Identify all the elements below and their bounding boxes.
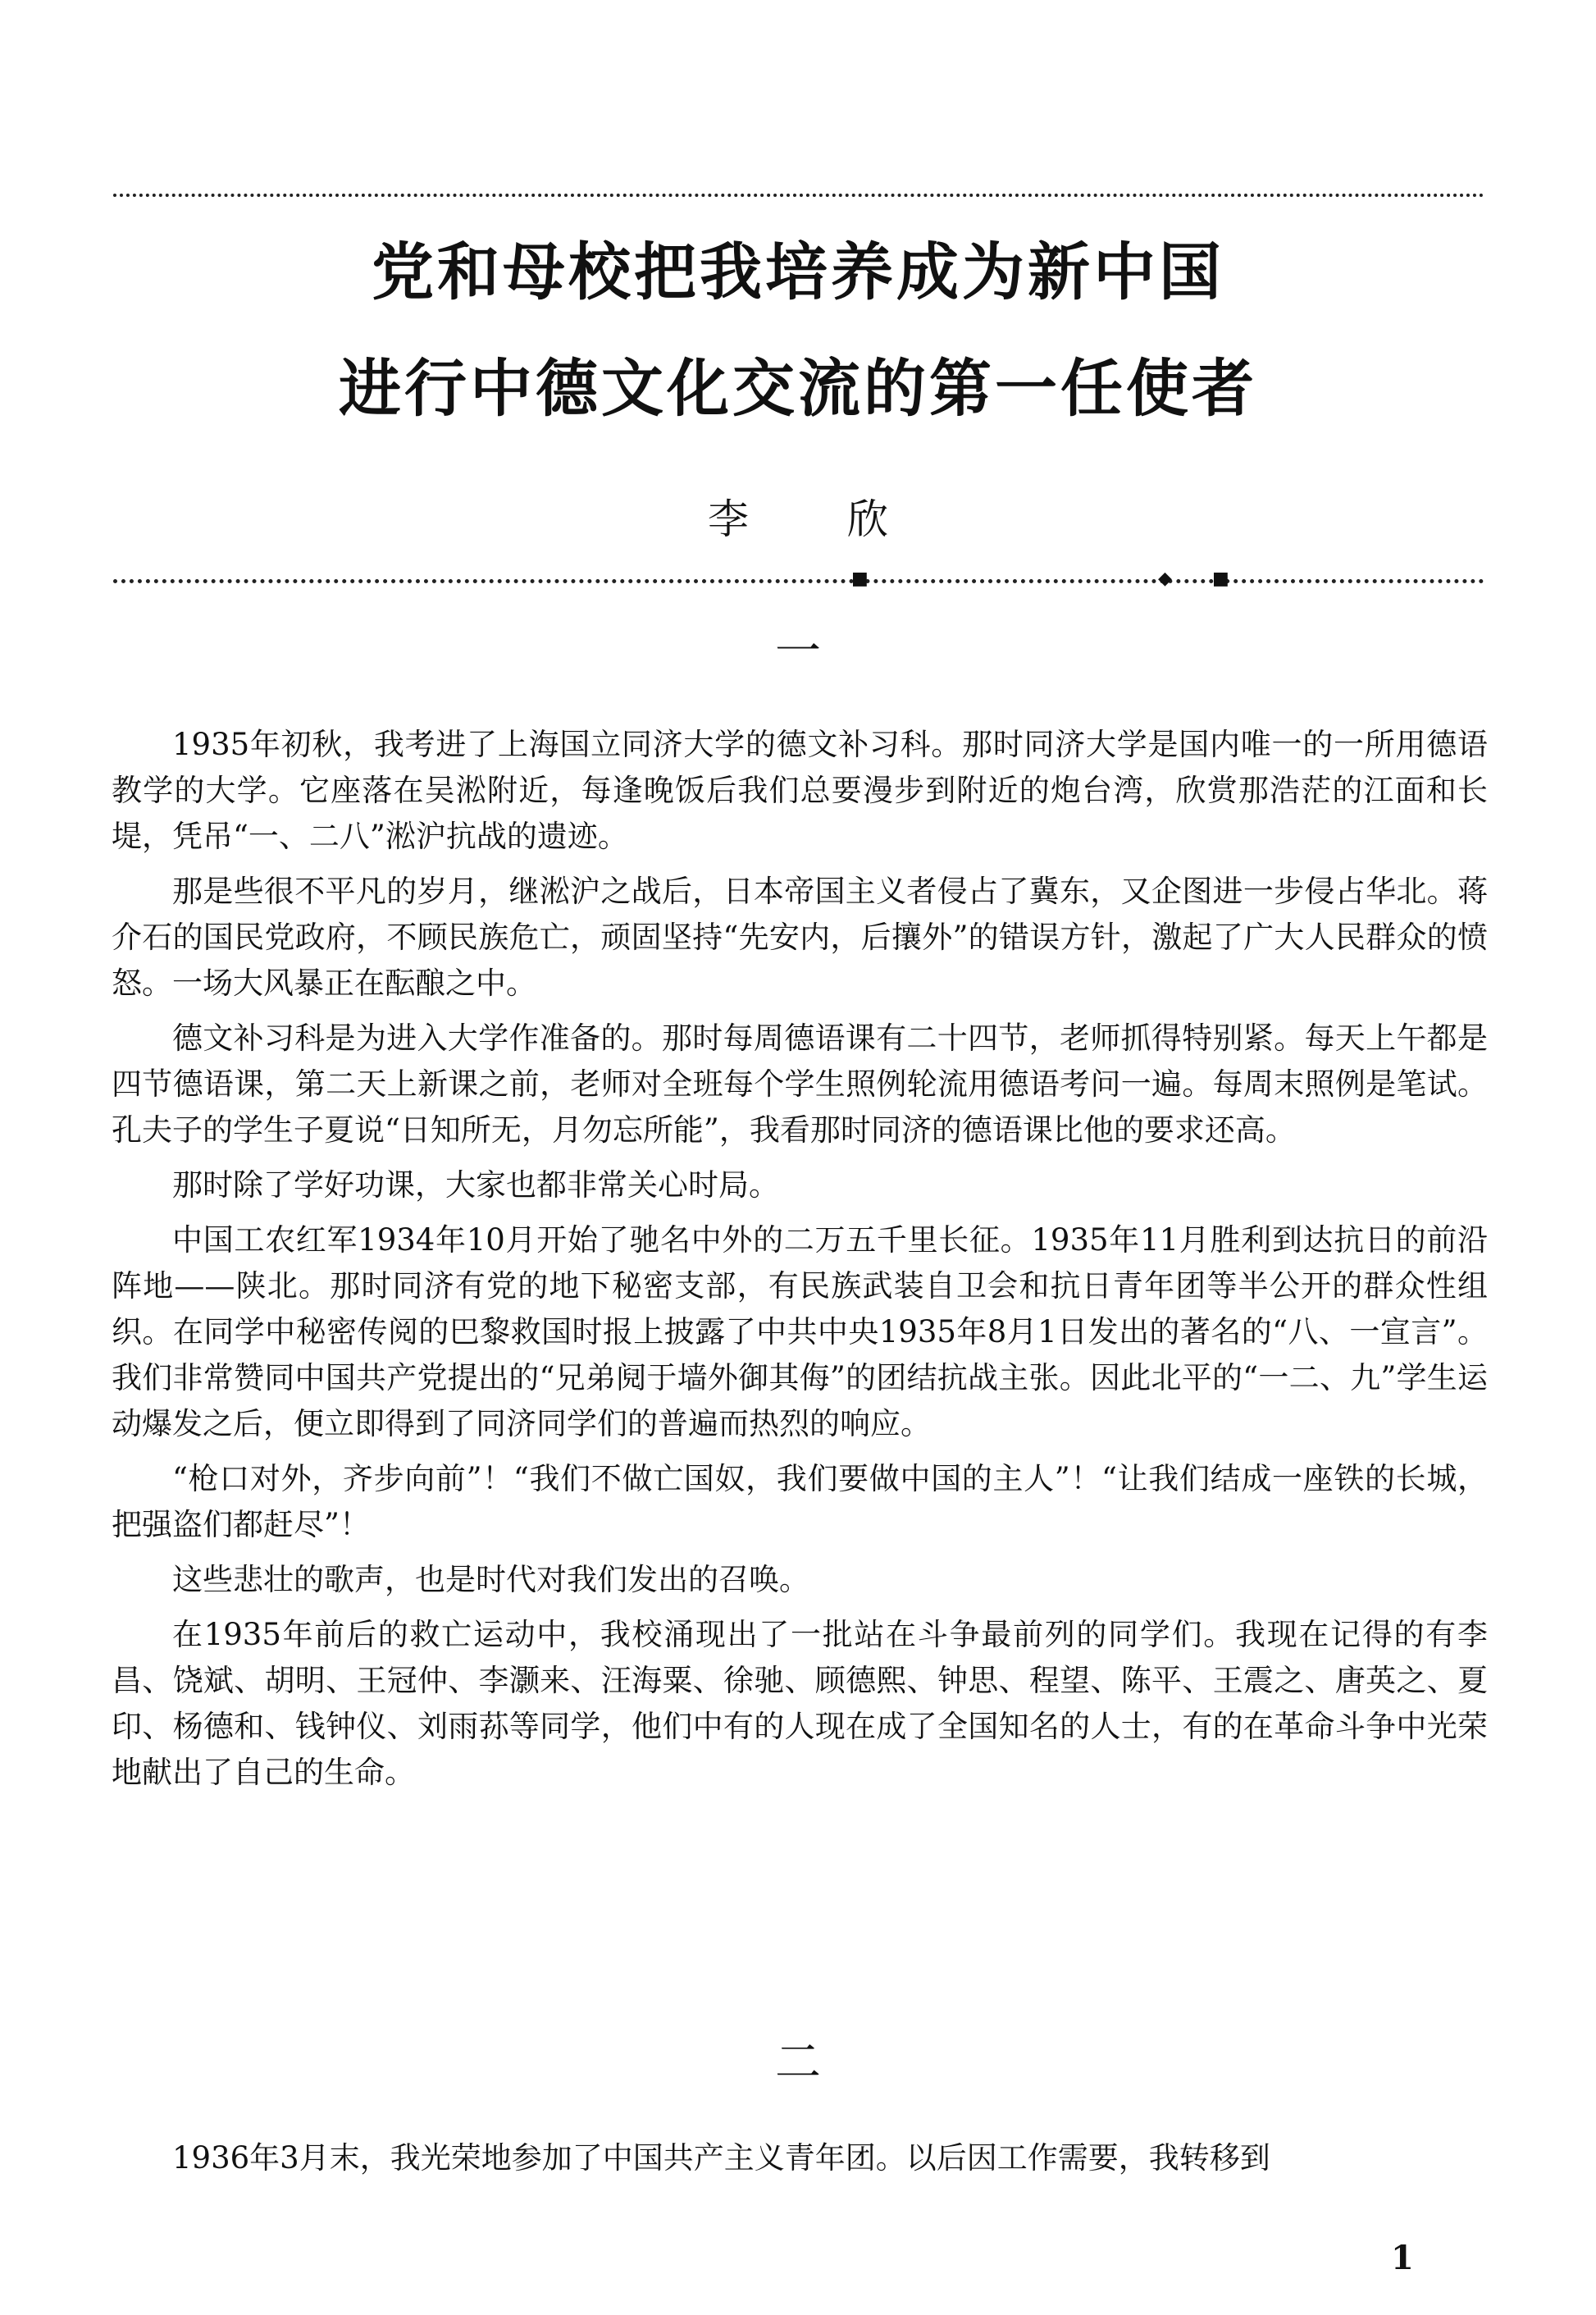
paragraph: 那时除了学好功课，大家也都非常关心时局。 (172, 1167, 779, 1203)
paragraph: 1935年初秋，我考进了上海国立同济大学的德文补习科。那时同济大学是国内唯一的一所用德语教学的大学。它座落在吴淞附近，每逢晚饭后我们总要漫步到附近的炮台湾，欣赏那浩茫的江面和长堤，凭吊“一、二八”淞沪抗战的遗迹。 (112, 727, 1488, 854)
paragraph: 1936年3月末，我光荣地参加了中国共产主义青年团。以后因工作需要，我转移到 (172, 2140, 1270, 2176)
author-name: 李欣 (708, 495, 987, 543)
paragraph: 德文补习科是为进入大学作准备的。那时每周德语课有二十四节，老师抓得特别紧。每天上午都是四节德语课，第二天上新课之前，老师对全班每个学生照例轮流用德语考问一遍。每周末照例是笔试。孔夫子的学生子夏说“日知所无，月勿忘所能”，我看那时同济的德语课比他的要求还高。 (112, 1021, 1488, 1148)
section-number: 二 (775, 2036, 821, 2089)
article-title-line-1: 党和母校把我培养成为新中国 (372, 235, 1224, 308)
section-body (112, 722, 1488, 1805)
top-decorative-rule (113, 194, 1484, 197)
paragraph: 在1935年前后的救亡运动中，我校涌现出了一批站在斗争最前列的同学们。我现在记得的有李昌、饶斌、胡明、王冠仲、李灏来、汪海粟、徐驰、顾德熙、钟思、程望、陈平、王震之、唐英之、夏印、杨德和、钱钟仪、刘雨荪等同学，他们中有的人现在成了全国知名的人士，有的在革命斗争中光荣地献出了自己的生命。 (112, 1617, 1488, 1790)
rule-ornament-mark: ■ (851, 568, 869, 589)
page-number: 1 (1391, 2239, 1414, 2277)
paragraph: 那是些很不平凡的岁月，继淞沪之战后，日本帝国主义者侵占了冀东，又企图进一步侵占华北。蒋介石的国民党政府，不顾民族危亡，顽固坚持“先安内，后攘外”的错误方针，激起了广大人民群众的愤怒。一场大风暴正在酝酿之中。 (112, 874, 1488, 1001)
rule-ornament-mark: ■ (1212, 568, 1229, 589)
section-number: 一 (775, 625, 821, 678)
article-title-line-2: 进行中德文化交流的第一任使者 (339, 352, 1257, 425)
paragraph: “枪口对外，齐步向前”！“我们不做亡国奴，我们要做中国的主人”！“让我们结成一座铁的长城，把强盗们都赶尽”！ (112, 1461, 1488, 1542)
bottom-decorative-rule (113, 579, 1484, 583)
paragraph: 中国工农红军1934年10月开始了驰名中外的二万五千里长征。1935年11月胜利到达抗日的前沿阵地——陕北。那时同济有党的地下秘密支部，有民族武装自卫会和抗日青年团等半公开的群众性组织。在同学中秘密传阅的巴黎救国时报上披露了中共中央1935年8月1日发出的著名的“八、一宣言”。我们非常赞同中国共产党提出的“兄弟阋于墙外御其侮”的团结抗战主张。因此北平的“一二、九”学生运动爆发之后，便立即得到了同济同学们的普遍而热烈的响应。 (112, 1222, 1488, 1441)
paragraph: 这些悲壮的歌声，也是时代对我们发出的召唤。 (172, 1562, 809, 1597)
section-body (112, 2135, 1488, 2190)
rule-ornament-mark: ◆ (1158, 568, 1172, 589)
